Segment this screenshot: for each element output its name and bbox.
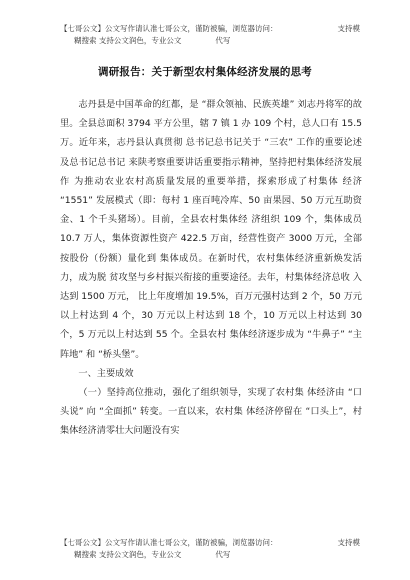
section-heading: 一、主要成效 bbox=[78, 367, 134, 379]
watermark-banner-bottom bbox=[60, 537, 360, 561]
banner-top-line1: 【七哥公文】公文写作请认准七哥公文，谨防被骗，浏览器访问： bbox=[60, 24, 278, 33]
banner-top-line1-right: 支持模 bbox=[337, 24, 360, 33]
intro-paragraph: 志丹县是中国革命的红都，是 “群众领袖、民族英雄” 刘志丹将军的故里。全县总面积 3794 平方公里，辖 7 镇 1 办 109 个村，总人口有 15.5 万。近年来，志丹县认真贯彻 总书记总书记关于 “三农” 工作的重要论述及总书记总书记 来陕考察重要讲话重要指示精神，坚持把村集体经济发展作 为推动农业农村高质量发展的重要举措，探索形成了村集体 经济 “1551” 发展模式（即：每村 1 座百吨冷库、50 亩果园、50 万元互助资金、1 个千头猪场）。目前，全县农村集体经 济组织 109 个，集体成员 10.7 万人，集体资源性资产 422.5 万亩，经营性资产 3000 万元，全部按股份（份额）量化到 集体成员。在新时代，农村集体经济重新焕发活力，成为脱 贫攻坚与乡村振兴衔接的重要途径。去年，村集体经济总收 入达到 1500 万元， 比上年度增加 19.5%，百万元强村达到 2 个，50 万元以上村达到 4 个，30 万元以上村达到 18 个，10 万元以上村达到 30 个，5 万元以上村达到 55 个。全县农村 集体经济逐步成为 “牛鼻子” “主阵地” 和 “桥头堡”。 bbox=[60, 99, 362, 360]
watermark-banner-top bbox=[60, 23, 360, 47]
document-body bbox=[60, 95, 362, 441]
banner-bottom-line1-right: 支持模 bbox=[337, 538, 360, 547]
banner-bottom-line2: 糊搜索 支持公文润色，专业公文 bbox=[74, 550, 182, 559]
banner-bottom-line1: 【七哥公文】公文写作请认准七哥公文，谨防被骗，浏览器访问： bbox=[60, 538, 278, 547]
sub-paragraph: （一）坚持高位推动，强化了组织领导，实现了农村集 体经济由 “口头说” 向 “全面抓” 转变。一直以来，农村集 体经济停留在 “口头上”，村集体经济清零壮大问题没有实 bbox=[60, 387, 362, 437]
banner-top-line2-right: 代写 bbox=[215, 36, 231, 45]
banner-top-line2: 糊搜索 支持公文润色，专业公文 bbox=[74, 36, 182, 45]
document-title: 调研报告：关于新型农村集体经济发展的思考 bbox=[98, 66, 312, 78]
banner-bottom-line2-right: 代写 bbox=[215, 550, 231, 559]
